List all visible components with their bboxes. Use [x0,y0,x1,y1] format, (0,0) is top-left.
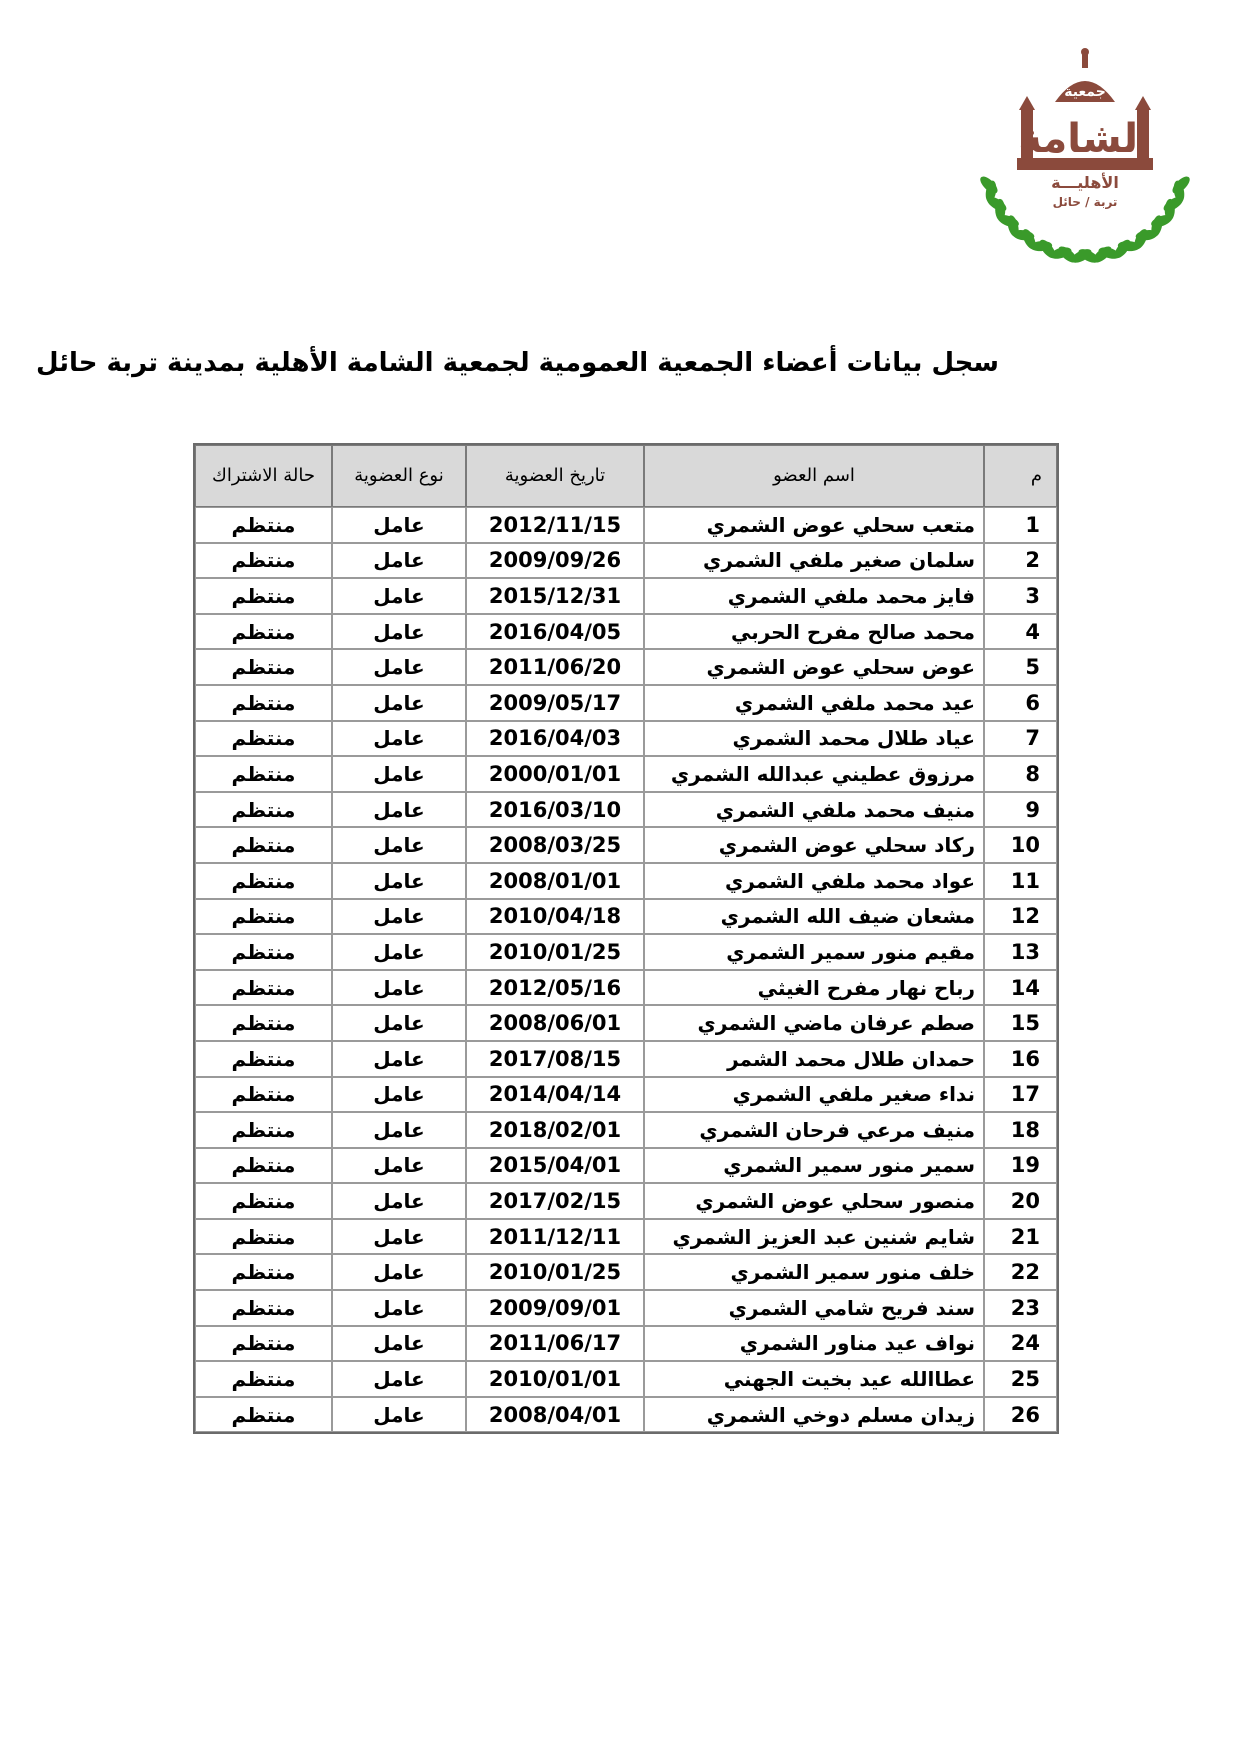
cell-membership-type: عامل [332,827,466,863]
logo-emblem-icon [955,40,1215,285]
table-row [195,970,1057,1006]
cell-member-name: شايم شنين عبد العزيز الشمري [644,1219,984,1255]
cell-subscription-status: منتظم [195,899,332,935]
cell-membership-date: 2010/01/25 [466,934,644,970]
table-row [195,756,1057,792]
cell-membership-type: عامل [332,721,466,757]
table-row [195,685,1057,721]
cell-member-name: سمير منور سمير الشمري [644,1148,984,1184]
header-date: تاريخ العضوية [466,445,644,507]
cell-no: 26 [984,1397,1057,1433]
cell-no: 23 [984,1290,1057,1326]
cell-subscription-status: منتظم [195,721,332,757]
cell-membership-date: 2016/04/03 [466,721,644,757]
table-row [195,1254,1057,1290]
cell-member-name: فايز محمد ملفي الشمري [644,578,984,614]
cell-subscription-status: منتظم [195,649,332,685]
cell-membership-date: 2008/04/01 [466,1397,644,1433]
association-logo [955,40,1215,285]
cell-subscription-status: منتظم [195,1148,332,1184]
cell-membership-date: 2011/06/20 [466,649,644,685]
table-row [195,578,1057,614]
cell-no: 17 [984,1077,1057,1113]
cell-no: 20 [984,1183,1057,1219]
cell-no: 25 [984,1361,1057,1397]
document-title: سجل بيانات أعضاء الجمعية العمومية لجمعية الشامة الأهلية بمدينة تربة حائل [36,348,999,378]
cell-member-name: منصور سحلي عوض الشمري [644,1183,984,1219]
cell-membership-date: 2010/01/01 [466,1361,644,1397]
table-row [195,1219,1057,1255]
cell-subscription-status: منتظم [195,578,332,614]
cell-member-name: منيف محمد ملفي الشمري [644,792,984,828]
cell-no: 6 [984,685,1057,721]
members-table-wrapper [197,443,1059,1434]
table-row [195,614,1057,650]
cell-no: 21 [984,1219,1057,1255]
logo-sub-text: الأهليـــة [1051,173,1119,192]
cell-membership-type: عامل [332,1290,466,1326]
cell-membership-date: 2008/01/01 [466,863,644,899]
cell-membership-date: 2015/12/31 [466,578,644,614]
cell-membership-date: 2011/06/17 [466,1326,644,1362]
cell-member-name: نداء صغير ملفي الشمري [644,1077,984,1113]
header-no: م [984,445,1057,507]
cell-subscription-status: منتظم [195,1112,332,1148]
cell-subscription-status: منتظم [195,934,332,970]
logo-location-text: تربة / حائل [1052,195,1118,209]
table-row [195,1397,1057,1433]
table-row [195,1148,1057,1184]
cell-membership-type: عامل [332,1219,466,1255]
cell-member-name: نواف عيد مناور الشمري [644,1326,984,1362]
cell-member-name: متعب سحلي عوض الشمري [644,507,984,543]
table-row [195,1326,1057,1362]
cell-membership-date: 2017/08/15 [466,1041,644,1077]
cell-subscription-status: منتظم [195,792,332,828]
cell-member-name: عياد طلال محمد الشمري [644,721,984,757]
cell-membership-type: عامل [332,970,466,1006]
table-row [195,1005,1057,1041]
members-table [193,443,1059,1434]
cell-no: 2 [984,543,1057,579]
table-row [195,1041,1057,1077]
cell-subscription-status: منتظم [195,507,332,543]
cell-membership-date: 2015/04/01 [466,1148,644,1184]
logo-main-text: الشامة [1018,116,1152,162]
cell-membership-type: عامل [332,685,466,721]
cell-subscription-status: منتظم [195,1077,332,1113]
cell-subscription-status: منتظم [195,543,332,579]
cell-subscription-status: منتظم [195,827,332,863]
table-row [195,649,1057,685]
cell-membership-type: عامل [332,1041,466,1077]
table-row [195,1361,1057,1397]
cell-member-name: عواد محمد ملفي الشمري [644,863,984,899]
cell-membership-date: 2009/05/17 [466,685,644,721]
cell-subscription-status: منتظم [195,1290,332,1326]
cell-no: 4 [984,614,1057,650]
header-status: حالة الاشتراك [195,445,332,507]
cell-membership-type: عامل [332,934,466,970]
cell-membership-type: عامل [332,1183,466,1219]
cell-member-name: منيف مرعي فرحان الشمري [644,1112,984,1148]
cell-membership-date: 2017/02/15 [466,1183,644,1219]
table-row [195,863,1057,899]
cell-member-name: حمدان طلال محمد الشمر [644,1041,984,1077]
cell-membership-type: عامل [332,578,466,614]
cell-subscription-status: منتظم [195,970,332,1006]
header-type: نوع العضوية [332,445,466,507]
logo-top-text: جمعية [1064,84,1106,100]
cell-subscription-status: منتظم [195,1326,332,1362]
table-row [195,934,1057,970]
cell-membership-type: عامل [332,543,466,579]
cell-membership-type: عامل [332,1077,466,1113]
cell-member-name: خلف منور سمير الشمري [644,1254,984,1290]
cell-subscription-status: منتظم [195,1183,332,1219]
cell-member-name: مقيم منور سمير الشمري [644,934,984,970]
cell-membership-type: عامل [332,899,466,935]
cell-membership-type: عامل [332,792,466,828]
cell-membership-type: عامل [332,1148,466,1184]
cell-subscription-status: منتظم [195,614,332,650]
cell-no: 15 [984,1005,1057,1041]
table-row [195,1183,1057,1219]
cell-no: 19 [984,1148,1057,1184]
cell-no: 13 [984,934,1057,970]
table-row [195,543,1057,579]
cell-membership-date: 2009/09/26 [466,543,644,579]
cell-no: 7 [984,721,1057,757]
cell-no: 1 [984,507,1057,543]
cell-no: 18 [984,1112,1057,1148]
cell-membership-type: عامل [332,1005,466,1041]
table-row [195,827,1057,863]
cell-membership-date: 2008/06/01 [466,1005,644,1041]
cell-membership-type: عامل [332,649,466,685]
cell-membership-type: عامل [332,863,466,899]
cell-member-name: ركاد سحلي عوض الشمري [644,827,984,863]
cell-no: 11 [984,863,1057,899]
cell-membership-date: 2016/03/10 [466,792,644,828]
table-row [195,507,1057,543]
cell-subscription-status: منتظم [195,1041,332,1077]
cell-no: 24 [984,1326,1057,1362]
cell-subscription-status: منتظم [195,756,332,792]
table-header-row [195,445,1057,507]
cell-membership-date: 2010/01/25 [466,1254,644,1290]
cell-membership-type: عامل [332,507,466,543]
cell-membership-date: 2016/04/05 [466,614,644,650]
cell-member-name: صطم عرفان ماضي الشمري [644,1005,984,1041]
cell-no: 3 [984,578,1057,614]
cell-subscription-status: منتظم [195,685,332,721]
table-row [195,1077,1057,1113]
cell-member-name: عطاالله عيد بخيت الجهني [644,1361,984,1397]
cell-membership-type: عامل [332,1397,466,1433]
cell-subscription-status: منتظم [195,1005,332,1041]
cell-no: 5 [984,649,1057,685]
cell-subscription-status: منتظم [195,1361,332,1397]
cell-member-name: رباح نهار مفرح الغيثي [644,970,984,1006]
cell-membership-type: عامل [332,614,466,650]
cell-subscription-status: منتظم [195,1397,332,1433]
cell-member-name: عيد محمد ملفي الشمري [644,685,984,721]
cell-membership-date: 2008/03/25 [466,827,644,863]
cell-member-name: عوض سحلي عوض الشمري [644,649,984,685]
table-row [195,1112,1057,1148]
cell-membership-date: 2012/05/16 [466,970,644,1006]
cell-membership-date: 2000/01/01 [466,756,644,792]
cell-membership-date: 2010/04/18 [466,899,644,935]
cell-member-name: سند فريح شامي الشمري [644,1290,984,1326]
cell-membership-type: عامل [332,1361,466,1397]
cell-member-name: مشعان ضيف الله الشمري [644,899,984,935]
table-row [195,721,1057,757]
table-row [195,1290,1057,1326]
cell-no: 8 [984,756,1057,792]
cell-membership-type: عامل [332,756,466,792]
cell-member-name: محمد صالح مفرح الحربي [644,614,984,650]
cell-member-name: سلمان صغير ملفي الشمري [644,543,984,579]
cell-subscription-status: منتظم [195,1254,332,1290]
cell-subscription-status: منتظم [195,863,332,899]
cell-no: 10 [984,827,1057,863]
cell-member-name: زيدان مسلم دوخي الشمري [644,1397,984,1433]
cell-no: 14 [984,970,1057,1006]
header-name: اسم العضو [644,445,984,507]
cell-membership-type: عامل [332,1326,466,1362]
table-row [195,792,1057,828]
cell-membership-date: 2012/11/15 [466,507,644,543]
cell-no: 16 [984,1041,1057,1077]
cell-no: 9 [984,792,1057,828]
cell-membership-date: 2011/12/11 [466,1219,644,1255]
cell-membership-date: 2009/09/01 [466,1290,644,1326]
cell-member-name: مرزوق عطيني عبدالله الشمري [644,756,984,792]
cell-no: 12 [984,899,1057,935]
cell-membership-type: عامل [332,1112,466,1148]
cell-membership-date: 2014/04/14 [466,1077,644,1113]
cell-subscription-status: منتظم [195,1219,332,1255]
table-row [195,899,1057,935]
cell-membership-type: عامل [332,1254,466,1290]
cell-no: 22 [984,1254,1057,1290]
cell-membership-date: 2018/02/01 [466,1112,644,1148]
